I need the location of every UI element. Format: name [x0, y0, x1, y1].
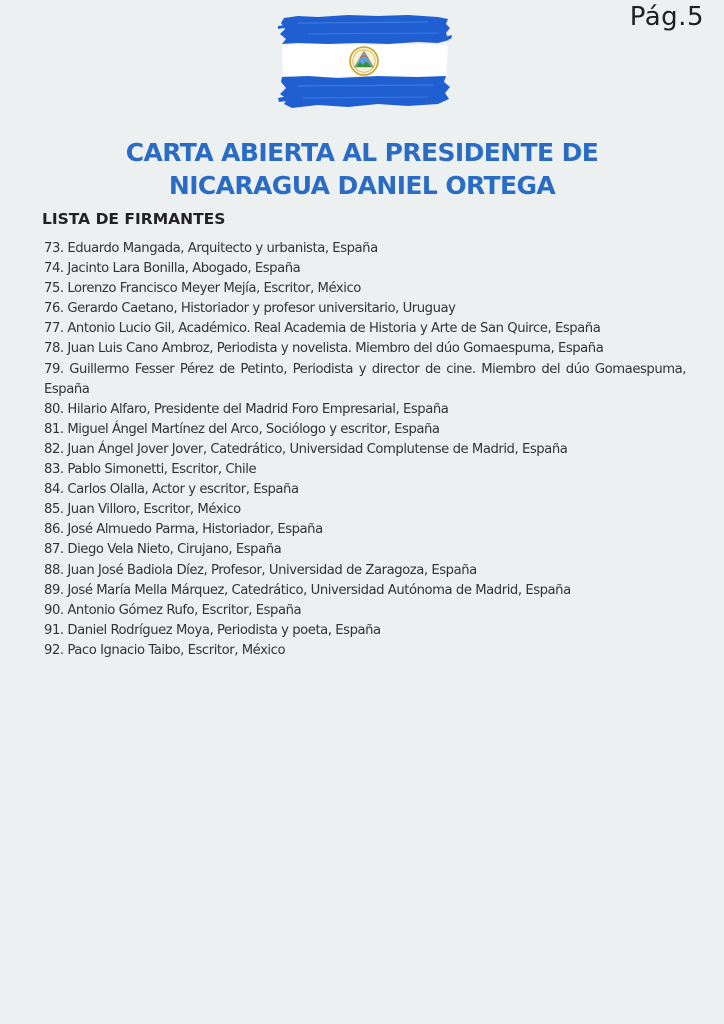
document-title: [0, 136, 724, 202]
list-item: 81. Miguel Ángel Martínez del Arco, Sociólogo y escritor, España: [44, 421, 440, 437]
signatory-list: [44, 239, 686, 661]
list-item: 82. Juan Ángel Jover Jover, Catedrático, Universidad Complutense de Madrid, España: [44, 441, 568, 457]
list-item: 92. Paco Ignacio Taibo, Escritor, México: [44, 642, 286, 658]
list-item: 88. Juan José Badiola Díez, Profesor, Universidad de Zaragoza, España: [44, 562, 477, 578]
list-item: 90. Antonio Gómez Rufo, Escritor, España: [44, 602, 302, 618]
list-item: 80. Hilario Alfaro, Presidente del Madrid Foro Empresarial, España: [44, 401, 449, 417]
list-item: 74. Jacinto Lara Bonilla, Abogado, España: [44, 261, 301, 277]
list-item: 76. Gerardo Caetano, Historiador y profesor universitario, Uruguay: [44, 301, 456, 317]
coat-of-arms-icon: [350, 47, 378, 75]
list-item: 83. Pablo Simonetti, Escritor, Chile: [44, 462, 257, 478]
list-item: 84. Carlos Olalla, Actor y escritor, España: [44, 482, 299, 498]
nicaragua-flag-icon: [278, 14, 452, 110]
page-number: Pág.5: [629, 2, 704, 32]
title-line: NICARAGUA DANIEL ORTEGA: [168, 171, 556, 200]
list-item: 89. José María Mella Márquez, Catedrático, Universidad Autónoma de Madrid, España: [44, 582, 571, 598]
list-item: 75. Lorenzo Francisco Meyer Mejía, Escritor, México: [44, 281, 361, 297]
section-heading: LISTA DE FIRMANTES: [42, 210, 226, 228]
list-item: 79. Guillermo Fesser Pérez de Petinto, Periodista y director de cine. Miembro del dúo Gomaespuma, España: [44, 361, 686, 397]
list-item: 78. Juan Luis Cano Ambroz, Periodista y novelista. Miembro del dúo Gomaespuma, España: [44, 341, 604, 357]
list-item: 86. José Almuedo Parma, Historiador, España: [44, 522, 323, 538]
list-item: 91. Daniel Rodríguez Moya, Periodista y poeta, España: [44, 622, 381, 638]
list-item: 85. Juan Villoro, Escritor, México: [44, 502, 241, 518]
list-item: 87. Diego Vela Nieto, Cirujano, España: [44, 542, 282, 558]
list-item: 77. Antonio Lucio Gil, Académico. Real Academia de Historia y Arte de San Quirce, España: [44, 321, 601, 337]
list-item: 73. Eduardo Mangada, Arquitecto y urbanista, España: [44, 241, 378, 256]
title-line: CARTA ABIERTA AL PRESIDENTE DE: [125, 138, 599, 167]
